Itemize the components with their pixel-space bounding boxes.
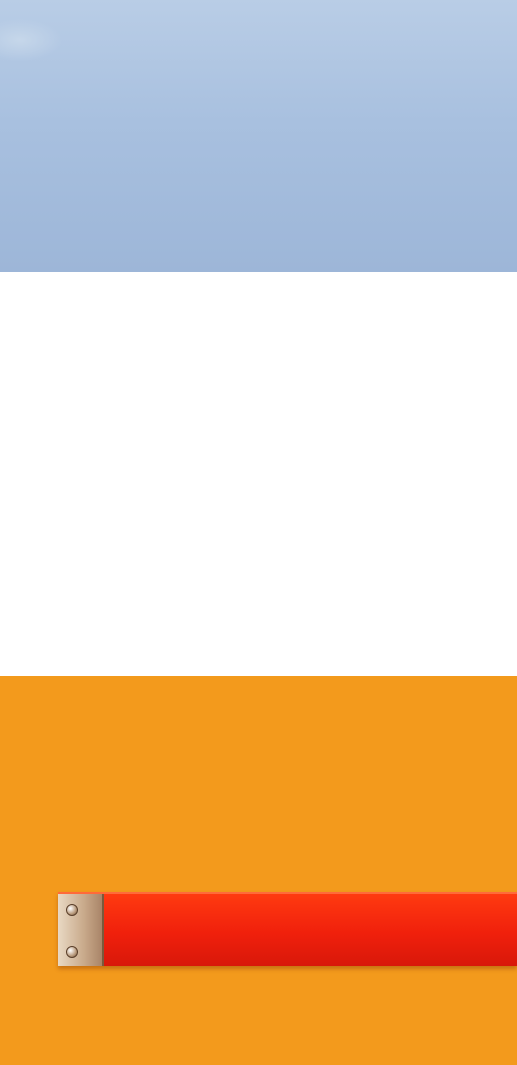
cable-legend	[0, 272, 517, 676]
tape-ticks	[102, 894, 517, 966]
tape-metal-end	[58, 894, 104, 966]
rivet-icon	[66, 904, 78, 916]
blue-knitting-illustration	[0, 0, 517, 272]
measuring-tape	[58, 892, 517, 966]
knitting-photo-orange	[0, 676, 517, 1065]
knitting-photo-blue	[0, 0, 517, 272]
watermark	[300, 978, 517, 1042]
rivet-icon	[66, 946, 78, 958]
